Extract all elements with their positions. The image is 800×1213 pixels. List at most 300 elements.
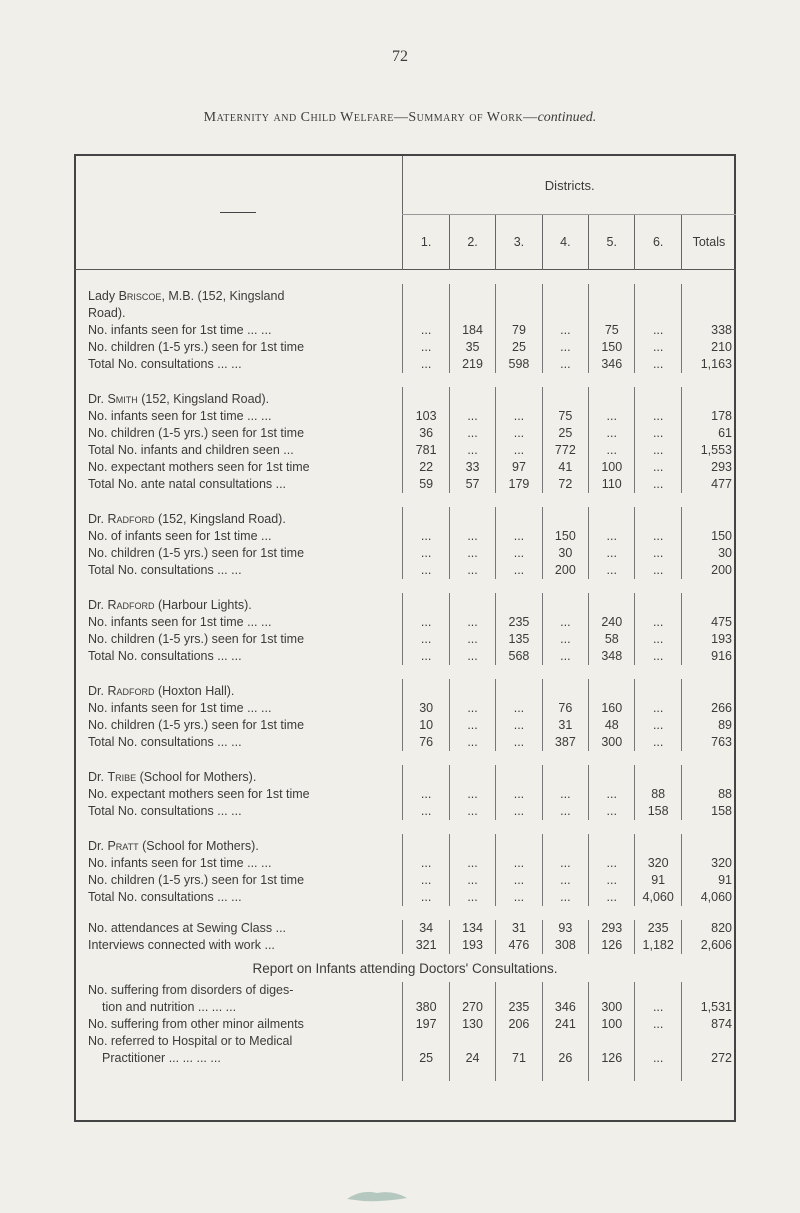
table-row <box>74 476 736 493</box>
row-label: No. infants seen for 1st time ... ... <box>88 323 272 337</box>
spacer-cell <box>542 906 588 920</box>
cell-district-6: 1,182 <box>635 937 681 954</box>
table-row <box>74 889 736 906</box>
cell-district-2: ... <box>449 631 495 648</box>
cell-district-2: 270 <box>449 999 495 1016</box>
group-title: Dr. Radford (Harbour Lights). <box>88 598 252 612</box>
column-header-district-6: 6. <box>635 215 681 270</box>
districts-label: Districts. <box>403 156 736 215</box>
cell-district-6: ... <box>635 700 681 717</box>
cell-district-2: 33 <box>449 459 495 476</box>
group-title-row <box>74 284 736 305</box>
spacer-cell <box>681 665 736 679</box>
cell-total: 2,606 <box>681 937 736 954</box>
empty-cell <box>681 284 736 305</box>
empty-cell <box>449 765 495 786</box>
cell-district-4: 72 <box>542 476 588 493</box>
cell-district-3: ... <box>496 425 542 442</box>
cell-district-2: 184 <box>449 322 495 339</box>
empty-cell <box>403 305 449 322</box>
cell-district-4: 25 <box>542 425 588 442</box>
cell-district-5: ... <box>589 855 635 872</box>
spacer-row <box>74 906 736 920</box>
empty-cell <box>403 982 449 999</box>
group-title-name: Pratt <box>107 839 139 853</box>
spacer-cell <box>589 906 635 920</box>
table-row <box>74 425 736 442</box>
empty-cell <box>496 1033 542 1050</box>
group-title-row <box>74 679 736 700</box>
spacer-cell <box>681 751 736 765</box>
cell-district-3: 206 <box>496 1016 542 1033</box>
cell-district-1: 321 <box>403 937 449 954</box>
cell-district-3: ... <box>496 855 542 872</box>
cell-district-5: 240 <box>589 614 635 631</box>
row-label: Total No. consultations ... ... <box>88 804 242 818</box>
empty-cell <box>635 593 681 614</box>
empty-cell <box>635 679 681 700</box>
spacer-cell <box>635 820 681 834</box>
cell-total: 338 <box>681 322 736 339</box>
cell-total: 272 <box>681 1050 736 1067</box>
cell-district-5: 48 <box>589 717 635 734</box>
empty-cell <box>403 834 449 855</box>
group-title: Dr. Smith (152, Kingsland Road). <box>88 392 270 406</box>
cell-district-6: ... <box>635 442 681 459</box>
spacer-cell <box>589 1067 635 1081</box>
cell-total: 61 <box>681 425 736 442</box>
row-label: No. infants seen for 1st time ... ... <box>88 409 272 423</box>
empty-cell <box>542 284 588 305</box>
spacer-row <box>74 493 736 507</box>
group-title: Lady Briscoe, M.B. (152, Kingsland <box>88 289 285 303</box>
group-title-name: Radford <box>107 684 155 698</box>
spacer-cell <box>496 493 542 507</box>
cell-district-1: 59 <box>403 476 449 493</box>
cell-district-4: ... <box>542 322 588 339</box>
cell-district-1: 36 <box>403 425 449 442</box>
row-label: No. infants seen for 1st time ... ... <box>88 615 272 629</box>
empty-cell <box>449 284 495 305</box>
cell-district-4: 30 <box>542 545 588 562</box>
table-row <box>74 545 736 562</box>
group-title-name: Tribe <box>107 770 137 784</box>
column-header-district-4: 4. <box>542 215 588 270</box>
spacer-row <box>74 820 736 834</box>
group-title-row-cont <box>74 305 736 322</box>
cell-total: 150 <box>681 528 736 545</box>
cell-district-3: ... <box>496 803 542 820</box>
table-row-label-line <box>74 1033 736 1050</box>
cell-district-4: ... <box>542 614 588 631</box>
spacer-cell <box>403 493 449 507</box>
cell-total: 820 <box>681 920 736 937</box>
cell-district-2: ... <box>449 700 495 717</box>
spacer-cell <box>589 493 635 507</box>
spacer-cell <box>74 751 403 765</box>
empty-cell <box>403 593 449 614</box>
spacer-cell <box>542 493 588 507</box>
spacer-cell <box>635 493 681 507</box>
cell-district-1: ... <box>403 545 449 562</box>
cell-district-3: 31 <box>496 920 542 937</box>
cell-district-5: 160 <box>589 700 635 717</box>
spacer-cell <box>449 373 495 387</box>
spacer-cell <box>74 665 403 679</box>
empty-cell <box>449 679 495 700</box>
heading-continued: continued. <box>537 110 597 125</box>
spacer-cell <box>681 906 736 920</box>
cell-district-5: ... <box>589 803 635 820</box>
cell-district-3: 598 <box>496 356 542 373</box>
table-row <box>74 700 736 717</box>
empty-cell <box>681 305 736 322</box>
table-row <box>74 786 736 803</box>
group-title-row <box>74 387 736 408</box>
cell-district-2: ... <box>449 442 495 459</box>
cell-district-2: ... <box>449 872 495 889</box>
cell-district-5: ... <box>589 562 635 579</box>
cell-district-4: 772 <box>542 442 588 459</box>
cell-district-6: ... <box>635 614 681 631</box>
cell-district-6: ... <box>635 1050 681 1067</box>
empty-cell <box>635 507 681 528</box>
cell-district-2: ... <box>449 562 495 579</box>
group-title-name: Smith <box>107 392 138 406</box>
spacer-cell <box>589 751 635 765</box>
spacer-cell <box>403 820 449 834</box>
row-label: No. children (1-5 yrs.) seen for 1st time <box>88 426 305 440</box>
empty-cell <box>589 305 635 322</box>
row-label: No. children (1-5 yrs.) seen for 1st time <box>88 632 305 646</box>
spacer-cell <box>681 493 736 507</box>
table-row <box>74 442 736 459</box>
cell-district-6: ... <box>635 1016 681 1033</box>
cell-total: 30 <box>681 545 736 562</box>
heading-main: Maternity and Child Welfare—Summary of Work— <box>203 110 538 125</box>
spacer-row <box>74 373 736 387</box>
cell-district-4: ... <box>542 872 588 889</box>
spacer-cell <box>681 820 736 834</box>
spacer-row <box>74 665 736 679</box>
cell-district-6: ... <box>635 339 681 356</box>
cell-district-1: 22 <box>403 459 449 476</box>
cell-district-4: ... <box>542 648 588 665</box>
spacer-row <box>74 270 736 285</box>
empty-cell <box>496 387 542 408</box>
cell-district-3: 71 <box>496 1050 542 1067</box>
spacer-cell <box>496 270 542 285</box>
cell-district-1: ... <box>403 356 449 373</box>
spacer-cell <box>403 906 449 920</box>
cell-district-5: 110 <box>589 476 635 493</box>
cell-district-4: ... <box>542 786 588 803</box>
row-label: Total No. ante natal consultations ... <box>88 477 287 491</box>
group-title: Dr. Radford (152, Kingsland Road). <box>88 512 286 526</box>
empty-cell <box>496 593 542 614</box>
cell-district-3: 25 <box>496 339 542 356</box>
empty-cell <box>496 305 542 322</box>
empty-cell <box>635 1033 681 1050</box>
cell-district-2: 219 <box>449 356 495 373</box>
table-row <box>74 803 736 820</box>
cell-district-5: ... <box>589 786 635 803</box>
cell-district-6: ... <box>635 545 681 562</box>
row-label: Interviews connected with work ... <box>88 938 275 952</box>
cell-total: 320 <box>681 855 736 872</box>
empty-cell <box>449 834 495 855</box>
row-label: tion and nutrition ... ... ... <box>102 1000 237 1014</box>
row-label: Total No. consultations ... ... <box>88 890 242 904</box>
empty-cell <box>542 834 588 855</box>
empty-cell <box>589 1033 635 1050</box>
spacer-cell <box>403 270 449 285</box>
cell-district-3: 135 <box>496 631 542 648</box>
cell-district-2: 35 <box>449 339 495 356</box>
cell-district-4: ... <box>542 339 588 356</box>
cell-district-5: 300 <box>589 734 635 751</box>
spacer-cell <box>74 493 403 507</box>
cell-district-2: ... <box>449 545 495 562</box>
empty-cell <box>681 387 736 408</box>
cell-total: 1,531 <box>681 999 736 1016</box>
cell-district-4: 346 <box>542 999 588 1016</box>
cell-district-6: ... <box>635 528 681 545</box>
cell-district-2: ... <box>449 786 495 803</box>
spacer-cell <box>496 906 542 920</box>
empty-cell <box>403 765 449 786</box>
cell-district-3: 97 <box>496 459 542 476</box>
cell-district-6: ... <box>635 999 681 1016</box>
spacer-cell <box>635 270 681 285</box>
empty-cell <box>589 593 635 614</box>
empty-cell <box>449 305 495 322</box>
cell-district-6: 88 <box>635 786 681 803</box>
cell-total: 193 <box>681 631 736 648</box>
spacer-cell <box>496 751 542 765</box>
cell-district-6: ... <box>635 648 681 665</box>
page-number: 72 <box>392 48 408 65</box>
empty-cell <box>635 387 681 408</box>
group-title-row <box>74 507 736 528</box>
cell-district-2: 130 <box>449 1016 495 1033</box>
spacer-cell <box>589 270 635 285</box>
row-label: No. children (1-5 yrs.) seen for 1st time <box>88 718 305 732</box>
cell-total: 210 <box>681 339 736 356</box>
empty-cell <box>542 679 588 700</box>
row-label: Total No. consultations ... ... <box>88 649 242 663</box>
empty-cell <box>589 834 635 855</box>
spacer-cell <box>74 1067 403 1081</box>
cell-district-4: 41 <box>542 459 588 476</box>
table-row <box>74 920 736 937</box>
cell-district-6: ... <box>635 459 681 476</box>
empty-cell <box>635 982 681 999</box>
cell-district-3: 179 <box>496 476 542 493</box>
spacer-cell <box>635 906 681 920</box>
group-title-cont: Road). <box>88 306 126 320</box>
table-row <box>74 999 736 1016</box>
cell-district-6: 235 <box>635 920 681 937</box>
cell-district-1: ... <box>403 803 449 820</box>
table-row <box>74 717 736 734</box>
cell-total: 1,553 <box>681 442 736 459</box>
cell-district-4: ... <box>542 631 588 648</box>
cell-district-1: ... <box>403 872 449 889</box>
spacer-cell <box>681 373 736 387</box>
cell-district-5: ... <box>589 872 635 889</box>
cell-district-1: ... <box>403 855 449 872</box>
empty-cell <box>589 507 635 528</box>
column-header-district-2: 2. <box>449 215 495 270</box>
cell-district-2: ... <box>449 648 495 665</box>
cell-total: 477 <box>681 476 736 493</box>
empty-cell <box>542 507 588 528</box>
cell-district-4: 75 <box>542 408 588 425</box>
cell-district-6: ... <box>635 476 681 493</box>
row-label: No. expectant mothers seen for 1st time <box>88 787 310 801</box>
table-row <box>74 339 736 356</box>
cell-district-2: ... <box>449 528 495 545</box>
empty-cell <box>449 507 495 528</box>
cell-total: 178 <box>681 408 736 425</box>
cell-total: 916 <box>681 648 736 665</box>
spacer-cell <box>496 820 542 834</box>
spacer-cell <box>589 820 635 834</box>
table-row <box>74 1016 736 1033</box>
cell-total: 874 <box>681 1016 736 1033</box>
table-row <box>74 937 736 954</box>
cell-district-2: ... <box>449 425 495 442</box>
cell-total: 475 <box>681 614 736 631</box>
cell-district-5: 150 <box>589 339 635 356</box>
spacer-cell <box>403 1067 449 1081</box>
row-label: No. children (1-5 yrs.) seen for 1st time <box>88 340 305 354</box>
header-blank-cell <box>74 156 403 270</box>
page-heading <box>0 110 800 126</box>
spacer-cell <box>635 373 681 387</box>
empty-cell <box>449 982 495 999</box>
spacer-cell <box>542 751 588 765</box>
summary-table <box>74 156 736 1081</box>
spacer-cell <box>496 373 542 387</box>
spacer-cell <box>542 579 588 593</box>
cell-district-1: ... <box>403 562 449 579</box>
row-label: No. suffering from disorders of diges- <box>88 983 294 997</box>
cell-district-6: ... <box>635 631 681 648</box>
cell-district-2: ... <box>449 614 495 631</box>
spacer-cell <box>681 579 736 593</box>
cell-district-3: ... <box>496 408 542 425</box>
empty-cell <box>635 834 681 855</box>
cell-district-1: ... <box>403 631 449 648</box>
empty-cell <box>403 387 449 408</box>
cell-district-1: ... <box>403 648 449 665</box>
empty-cell <box>635 284 681 305</box>
cell-district-3: ... <box>496 889 542 906</box>
table-row <box>74 648 736 665</box>
cell-district-2: 57 <box>449 476 495 493</box>
row-label: No. children (1-5 yrs.) seen for 1st time <box>88 873 305 887</box>
column-header-district-1: 1. <box>403 215 449 270</box>
cell-district-4: 308 <box>542 937 588 954</box>
spacer-cell <box>74 906 403 920</box>
spacer-cell <box>449 579 495 593</box>
cell-total: 91 <box>681 872 736 889</box>
row-label: Practitioner ... ... ... ... <box>102 1051 221 1065</box>
empty-cell <box>681 834 736 855</box>
spacer-cell <box>449 493 495 507</box>
row-label: No. suffering from other minor ailments <box>88 1017 304 1031</box>
cell-district-5: 75 <box>589 322 635 339</box>
table-row <box>74 322 736 339</box>
cell-district-1: ... <box>403 322 449 339</box>
cell-district-2: ... <box>449 855 495 872</box>
cell-district-3: ... <box>496 786 542 803</box>
table-row-label-line <box>74 982 736 999</box>
cell-district-5: ... <box>589 425 635 442</box>
cell-district-4: 200 <box>542 562 588 579</box>
spacer-cell <box>635 751 681 765</box>
empty-cell <box>496 679 542 700</box>
cell-total: 266 <box>681 700 736 717</box>
spacer-cell <box>403 373 449 387</box>
cell-district-1: 781 <box>403 442 449 459</box>
spacer-row <box>74 579 736 593</box>
cell-district-1: 34 <box>403 920 449 937</box>
empty-cell <box>589 284 635 305</box>
cell-district-5: 100 <box>589 459 635 476</box>
spacer-cell <box>449 1067 495 1081</box>
cell-district-3: 476 <box>496 937 542 954</box>
empty-cell <box>635 305 681 322</box>
empty-cell <box>542 593 588 614</box>
cell-district-5: 126 <box>589 937 635 954</box>
spacer-row <box>74 751 736 765</box>
spacer-cell <box>449 665 495 679</box>
cell-district-5: ... <box>589 408 635 425</box>
group-title-name: Radford <box>107 512 155 526</box>
cell-district-3: ... <box>496 700 542 717</box>
spacer-cell <box>496 579 542 593</box>
table-body <box>74 270 736 1082</box>
empty-cell <box>681 679 736 700</box>
table-row <box>74 734 736 751</box>
spacer-cell <box>449 820 495 834</box>
cell-district-6: ... <box>635 717 681 734</box>
row-label: Total No. infants and children seen ... <box>88 443 294 457</box>
row-label: No. children (1-5 yrs.) seen for 1st time <box>88 546 305 560</box>
cell-total: 1,163 <box>681 356 736 373</box>
cell-district-4: 26 <box>542 1050 588 1067</box>
cell-district-3: ... <box>496 872 542 889</box>
spacer-cell <box>542 1067 588 1081</box>
empty-cell <box>681 1033 736 1050</box>
table-row <box>74 562 736 579</box>
table-row <box>74 631 736 648</box>
empty-cell <box>635 765 681 786</box>
spacer-cell <box>589 579 635 593</box>
cell-district-3: ... <box>496 734 542 751</box>
cell-total: 293 <box>681 459 736 476</box>
cell-district-6: 158 <box>635 803 681 820</box>
cell-district-1: 197 <box>403 1016 449 1033</box>
empty-cell <box>542 305 588 322</box>
cell-district-3: 235 <box>496 614 542 631</box>
table-row <box>74 408 736 425</box>
cell-district-6: ... <box>635 322 681 339</box>
cell-total: 88 <box>681 786 736 803</box>
